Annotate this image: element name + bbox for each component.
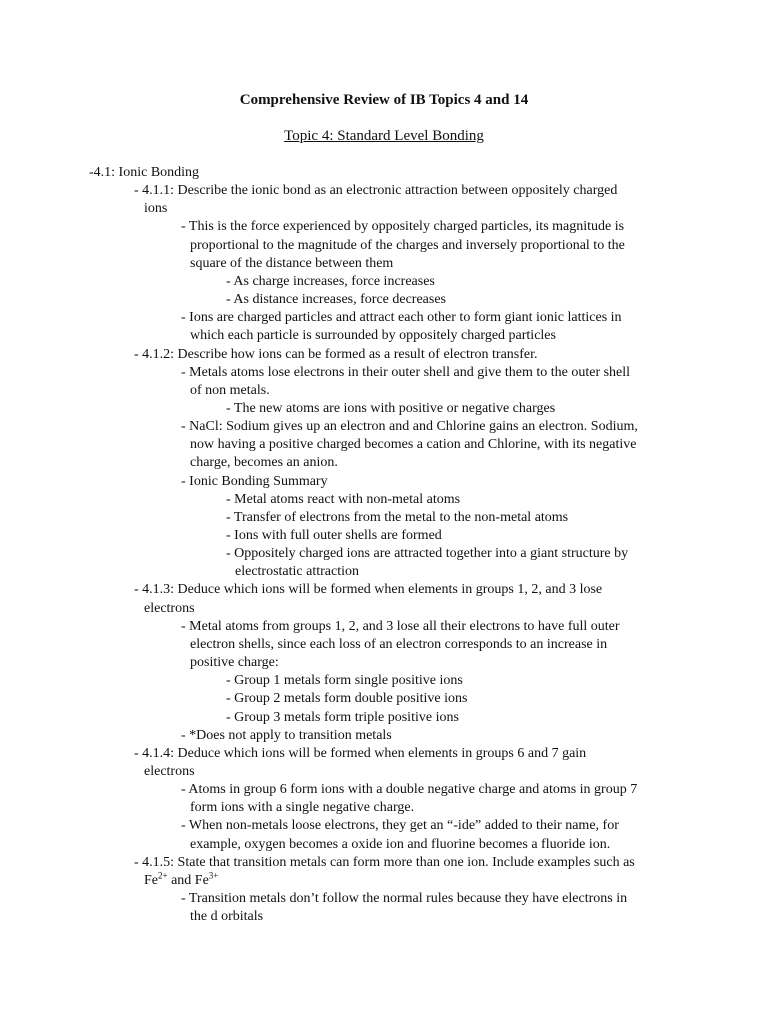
text-line: charge, becomes an anion.	[190, 455, 338, 471]
text-line: - Group 3 metals form triple positive ions	[226, 709, 459, 725]
text-line: - The new atoms are ions with positive or negative charges	[226, 400, 556, 416]
text-line: - Transfer of electrons from the metal to the non-metal atoms	[226, 509, 569, 525]
text-line: - Ions with full outer shells are formed	[226, 528, 442, 543]
text-line: square of the distance between them	[190, 255, 394, 271]
text-line: positive charge:	[190, 655, 279, 671]
text-line: - 4.1.3: Deduce which ions will be formed when elements in groups 1, 2, and 3 lose	[134, 582, 603, 598]
text-line: - Group 1 metals form single positive ions	[226, 673, 463, 689]
document-subtitle	[0, 128, 768, 145]
text-line: electrostatic attraction	[235, 564, 359, 580]
text-line: - Oppositely charged ions are attracted together into a giant structure by	[226, 546, 629, 562]
text-line: electrons	[144, 763, 195, 779]
text-line: the d orbitals	[190, 909, 264, 925]
text-line: - Metal atoms from groups 1, 2, and 3 lose all their electrons to have full outer	[181, 618, 620, 634]
text-line: - As distance increases, force decreases	[226, 292, 447, 308]
text-line: - 4.1.2: Describe how ions can be formed as a result of electron transfer.	[134, 346, 538, 362]
formula-superscript: 2+	[158, 870, 168, 881]
text-line: - Metals atoms lose electrons in their outer shell and give them to the outer shell	[181, 364, 631, 380]
formula-part: Fe	[144, 872, 158, 888]
text-line: - Atoms in group 6 form ions with a double negative charge and atoms in group 7	[181, 782, 638, 798]
text-line: electrons	[144, 600, 195, 616]
text-line: - 4.1.4: Deduce which ions will be formed when elements in groups 6 and 7 gain	[134, 745, 587, 761]
formula-part: and Fe	[167, 872, 209, 888]
text-line: - Ions are charged particles and attract each other to form giant ionic lattices in	[181, 310, 622, 326]
document-title: Comprehensive Review of IB Topics 4 and 14	[239, 92, 529, 108]
document-subtitle-text: Topic 4: Standard Level Bonding	[284, 128, 484, 144]
text-line: of non metals.	[190, 382, 270, 398]
text-line: proportional to the magnitude of the charges and inversely proportional to the	[190, 237, 625, 253]
text-line: now having a positive charged becomes a cation and Chlorine, with its negative	[190, 437, 637, 453]
text-line: electron shells, since each loss of an electron corresponds to an increase in	[190, 636, 608, 652]
text-line: - When non-metals loose electrons, they get an “-ide” added to their name, for	[181, 818, 619, 834]
text-line: example, oxygen becomes a oxide ion and fluorine becomes a fluoride ion.	[190, 836, 611, 852]
text-line	[144, 872, 218, 890]
text-line: which each particle is surrounded by oppositely charged particles	[190, 328, 556, 344]
text-line: - Group 2 metals form double positive ions	[226, 691, 468, 707]
text-line: - NaCl: Sodium gives up an electron and and Chlorine gains an electron. Sodium,	[181, 419, 638, 435]
text-line: - Metal atoms react with non-metal atoms	[226, 491, 461, 507]
text-line: -4.1: Ionic Bonding	[89, 165, 200, 180]
formula-superscript: 3+	[208, 870, 219, 881]
text-line: - *Does not apply to transition metals	[181, 727, 392, 743]
text-line: - Ionic Bonding Summary	[181, 473, 328, 489]
text-line: - Transition metals don’t follow the normal rules because they have electrons in	[181, 891, 628, 906]
text-line: form ions with a single negative charge.	[190, 800, 415, 816]
text-line: - 4.1.1: Describe the ionic bond as an electronic attraction between oppositely charged	[134, 183, 618, 199]
text-line: - As charge increases, force increases	[226, 273, 435, 289]
text-line: ions	[144, 201, 168, 217]
text-line: - 4.1.5: State that transition metals can form more than one ion. Include examples such as	[134, 854, 635, 870]
text-line: - This is the force experienced by oppositely charged particles, its magnitude is	[181, 219, 625, 235]
